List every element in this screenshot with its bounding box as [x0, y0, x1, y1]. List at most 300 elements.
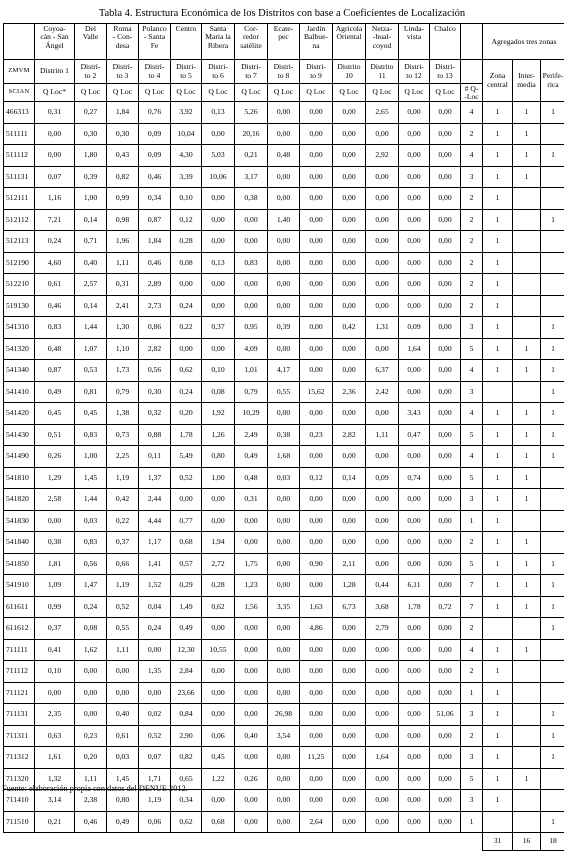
table-cell: 0,14 — [333, 467, 366, 489]
table-cell: 2,44 — [139, 489, 171, 511]
table-cell: 0,00 — [300, 145, 333, 167]
district-name-8: Ecate- pec — [268, 24, 300, 60]
table-cell: 0,71 — [75, 231, 107, 253]
table-cell — [513, 252, 541, 274]
table-row — [4, 381, 564, 403]
table-cell: 1 — [541, 338, 564, 360]
table-cell: 0,00 — [333, 704, 366, 726]
table-cell: 0,00 — [202, 790, 235, 812]
table-cell: 0,00 — [107, 661, 139, 683]
table-cell: 2,92 — [366, 145, 399, 167]
table-cell: 2,11 — [333, 553, 366, 575]
table-cell: 0,00 — [366, 274, 399, 296]
table-cell: 0,00 — [430, 317, 461, 339]
table-cell — [513, 682, 541, 704]
table-cell: 1 — [483, 489, 513, 511]
table-cell: 1,73 — [107, 360, 139, 382]
table-cell: 10,29 — [235, 403, 268, 425]
table-cell: 0,00 — [333, 403, 366, 425]
table-cell — [513, 274, 541, 296]
table-cell — [513, 618, 541, 640]
table-cell: 4,44 — [139, 510, 171, 532]
table-cell: 0,00 — [202, 510, 235, 532]
district-name-5: Centro — [171, 24, 202, 60]
table-cell: 0,80 — [202, 446, 235, 468]
table-cell: 0,06 — [202, 725, 235, 747]
table-cell: 0,83 — [75, 532, 107, 554]
qloc-labels-row — [4, 84, 564, 102]
table-row — [4, 618, 564, 640]
zmvm-label: ZMVM — [4, 60, 35, 84]
table-cell: 0,00 — [366, 768, 399, 790]
scian-code-cell: 541310 — [4, 317, 35, 339]
table-cell: 0,42 — [333, 317, 366, 339]
scian-code-cell: 711111 — [4, 639, 35, 661]
district-label-2: Distri- to 2 — [75, 60, 107, 84]
table-cell: 0,99 — [107, 188, 139, 210]
table-cell: 1,75 — [235, 553, 268, 575]
table-cell: 0,00 — [300, 231, 333, 253]
qloc-count-label: # Q- -Loc — [461, 84, 483, 102]
district-name-6: Santa Maria la Ribera — [202, 24, 235, 60]
table-cell: 0,87 — [35, 360, 75, 382]
table-cell: 0,00 — [399, 381, 430, 403]
coefficients-table — [3, 23, 564, 851]
table-cell: 0,00 — [430, 381, 461, 403]
table-cell: 0,38 — [35, 532, 75, 554]
table-cell: 1 — [541, 446, 564, 468]
table-cell: 5 — [461, 467, 483, 489]
table-cell: 0,48 — [268, 145, 300, 167]
table-cell: 0,03 — [268, 467, 300, 489]
table-cell: 0,00 — [35, 510, 75, 532]
table-cell: 0,00 — [268, 403, 300, 425]
table-row — [4, 403, 564, 425]
table-cell: 0,38 — [235, 188, 268, 210]
table-cell — [541, 166, 564, 188]
table-cell: 0,00 — [235, 618, 268, 640]
table-cell: 0,00 — [107, 682, 139, 704]
district-label-13: Distri- to 13 — [430, 60, 461, 84]
table-cell: 0,00 — [430, 338, 461, 360]
table-cell: 1 — [483, 725, 513, 747]
table-cell: 1,26 — [202, 424, 235, 446]
table-cell: 0,00 — [366, 403, 399, 425]
table-cell: 0,47 — [399, 424, 430, 446]
table-cell: 0,41 — [35, 639, 75, 661]
table-cell: 0,00 — [35, 145, 75, 167]
table-cell: 1 — [483, 704, 513, 726]
scian-label: SCIAN — [4, 84, 35, 102]
table-cell: 1 — [513, 575, 541, 597]
district-names-row — [4, 24, 564, 60]
table-cell: 1 — [483, 596, 513, 618]
table-cell: 0,00 — [333, 790, 366, 812]
table-cell: 1,01 — [235, 360, 268, 382]
table-cell: 0,56 — [139, 360, 171, 382]
table-cell: 1,22 — [202, 768, 235, 790]
table-cell: 0,00 — [235, 639, 268, 661]
table-cell: 0,53 — [75, 360, 107, 382]
table-cell: 0,24 — [75, 596, 107, 618]
table-cell: 0,52 — [171, 467, 202, 489]
table-cell: 0,00 — [399, 209, 430, 231]
table-cell: 0,77 — [171, 510, 202, 532]
district-name-9: Jardín Balbue- na — [300, 24, 333, 60]
table-cell: 0,00 — [399, 145, 430, 167]
table-cell: 1 — [541, 553, 564, 575]
table-cell: 1,30 — [107, 317, 139, 339]
table-cell: 1 — [541, 725, 564, 747]
table-cell: 0,00 — [268, 811, 300, 833]
table-cell: 6,37 — [366, 360, 399, 382]
table-cell: 1,49 — [171, 596, 202, 618]
table-cell: 2 — [461, 725, 483, 747]
table-cell: 0,10 — [35, 661, 75, 683]
table-cell: 0,00 — [235, 231, 268, 253]
table-cell: 0,00 — [333, 510, 366, 532]
table-cell: 4,30 — [171, 145, 202, 167]
table-cell: 2 — [461, 618, 483, 640]
table-cell: 4 — [461, 446, 483, 468]
table-cell: 0,00 — [300, 725, 333, 747]
table-cell: 1 — [483, 317, 513, 339]
table-cell: 1,41 — [139, 553, 171, 575]
table-row — [4, 360, 564, 382]
qloc-label-2: Q Loc — [75, 84, 107, 102]
qloc-label-8: Q Loc — [268, 84, 300, 102]
table-cell: 1,64 — [366, 747, 399, 769]
table-cell: 0,06 — [139, 811, 171, 833]
table-cell: 0,00 — [300, 704, 333, 726]
table-cell: 7 — [461, 575, 483, 597]
table-cell: 5,49 — [171, 446, 202, 468]
zone-label-3: Perife- rica — [541, 60, 564, 102]
table-cell — [513, 790, 541, 812]
table-cell: 1 — [513, 102, 541, 124]
table-cell: 0,00 — [399, 790, 430, 812]
table-cell: 0,00 — [35, 123, 75, 145]
table-row — [4, 682, 564, 704]
table-cell: 1 — [483, 145, 513, 167]
table-cell: 4 — [461, 360, 483, 382]
table-cell: 0,26 — [35, 446, 75, 468]
scian-code-cell: 466313 — [4, 102, 35, 124]
table-cell: 0,00 — [366, 209, 399, 231]
table-cell — [513, 811, 541, 833]
scian-code-cell: 611611 — [4, 596, 35, 618]
totals-spacer — [4, 833, 483, 851]
table-cell: 5 — [461, 424, 483, 446]
table-cell: 5,03 — [202, 145, 235, 167]
table-cell: 0,00 — [268, 295, 300, 317]
table-cell: 0,00 — [430, 360, 461, 382]
table-cell: 1,44 — [75, 317, 107, 339]
table-cell: 0,66 — [107, 553, 139, 575]
table-cell — [513, 381, 541, 403]
table-cell: 0,00 — [399, 768, 430, 790]
table-cell: 1 — [513, 553, 541, 575]
table-cell: 0,83 — [75, 424, 107, 446]
table-cell: 0,00 — [202, 123, 235, 145]
table-row — [4, 446, 564, 468]
table-cell: 0,00 — [430, 446, 461, 468]
table-cell: 1,84 — [107, 102, 139, 124]
table-cell: 1 — [483, 274, 513, 296]
table-cell: 0,00 — [430, 575, 461, 597]
table-cell: 2,49 — [235, 424, 268, 446]
scian-code-cell: 541910 — [4, 575, 35, 597]
table-cell — [541, 682, 564, 704]
scian-code-cell: 541420 — [4, 403, 35, 425]
table-cell: 0,00 — [333, 360, 366, 382]
table-cell: 0,00 — [366, 682, 399, 704]
table-cell: 4 — [461, 639, 483, 661]
table-cell: 6,73 — [333, 596, 366, 618]
table-cell: 0,00 — [399, 532, 430, 554]
table-cell — [513, 661, 541, 683]
table-cell: 2 — [461, 231, 483, 253]
table-cell: 0,84 — [171, 704, 202, 726]
table-cell: 0,14 — [75, 295, 107, 317]
table-cell: 0,00 — [333, 252, 366, 274]
table-cell: 0,00 — [300, 274, 333, 296]
table-cell: 23,66 — [171, 682, 202, 704]
scian-code-cell: 512112 — [4, 209, 35, 231]
table-cell: 1,63 — [300, 596, 333, 618]
table-cell: 4,60 — [35, 252, 75, 274]
table-cell: 0,30 — [139, 381, 171, 403]
table-cell: 1 — [483, 188, 513, 210]
table-cell: 0,00 — [366, 532, 399, 554]
table-cell: 0,13 — [202, 252, 235, 274]
table-cell: 0,90 — [300, 553, 333, 575]
table-cell: 1 — [461, 682, 483, 704]
table-cell: 0,00 — [430, 768, 461, 790]
table-cell: 1,00 — [75, 446, 107, 468]
table-cell: 1,10 — [107, 338, 139, 360]
table-cell: 0,00 — [333, 747, 366, 769]
table-row — [4, 123, 564, 145]
table-cell: 0,00 — [366, 231, 399, 253]
table-cell: 0,65 — [171, 768, 202, 790]
table-cell: 0,00 — [333, 295, 366, 317]
table-row — [4, 145, 564, 167]
table-cell — [513, 188, 541, 210]
table-cell: 3 — [461, 381, 483, 403]
table-cell: 0,00 — [300, 790, 333, 812]
scian-code-cell: 512190 — [4, 252, 35, 274]
table-cell: 0,00 — [366, 790, 399, 812]
table-cell — [541, 790, 564, 812]
table-cell: 1,92 — [202, 403, 235, 425]
table-cell: 2,36 — [333, 381, 366, 403]
table-cell: 1,28 — [333, 575, 366, 597]
table-cell: 1 — [483, 747, 513, 769]
table-cell: 0,00 — [366, 725, 399, 747]
table-cell — [513, 747, 541, 769]
table-cell: 2,65 — [366, 102, 399, 124]
table-cell: 4 — [461, 403, 483, 425]
table-cell: 0,81 — [75, 381, 107, 403]
table-cell: 20,16 — [235, 123, 268, 145]
table-cell: 1,37 — [139, 467, 171, 489]
table-cell: 1,09 — [35, 575, 75, 597]
table-cell: 0,11 — [139, 446, 171, 468]
table-cell: 0,14 — [75, 209, 107, 231]
table-cell: 0,86 — [139, 317, 171, 339]
table-cell: 1 — [483, 467, 513, 489]
table-cell: 1,29 — [35, 467, 75, 489]
table-cell: 0,09 — [366, 467, 399, 489]
table-cell: 1,11 — [107, 639, 139, 661]
table-cell: 1 — [541, 145, 564, 167]
table-cell: 3 — [461, 489, 483, 511]
table-cell — [513, 510, 541, 532]
table-cell: 0,00 — [333, 188, 366, 210]
table-cell: 0,00 — [35, 682, 75, 704]
table-cell — [541, 768, 564, 790]
table-cell: 0,27 — [75, 102, 107, 124]
table-cell: 0,00 — [430, 424, 461, 446]
table-cell: 0,00 — [399, 725, 430, 747]
district-label-10: Distrito 10 — [333, 60, 366, 84]
district-label-4: Distri- to 4 — [139, 60, 171, 84]
table-cell: 0,00 — [300, 188, 333, 210]
table-cell: 0,00 — [399, 811, 430, 833]
table-cell: 0,55 — [268, 381, 300, 403]
table-cell: 2,58 — [35, 489, 75, 511]
table-cell: 0,00 — [171, 338, 202, 360]
table-cell: 1 — [483, 209, 513, 231]
table-cell: 0,00 — [75, 661, 107, 683]
table-cell: 1 — [483, 768, 513, 790]
table-cell: 1 — [541, 424, 564, 446]
table-cell: 0,68 — [202, 811, 235, 833]
table-cell: 2,90 — [171, 725, 202, 747]
table-cell: 0,46 — [139, 252, 171, 274]
zone-label-1: Zona central — [483, 60, 513, 102]
table-cell: 10,04 — [171, 123, 202, 145]
table-cell: 0,00 — [399, 252, 430, 274]
table-cell: 1 — [541, 747, 564, 769]
table-cell: 0,00 — [333, 489, 366, 511]
table-row — [4, 747, 564, 769]
table-cell: 0,00 — [300, 446, 333, 468]
table-cell: 1 — [513, 424, 541, 446]
table-cell — [541, 661, 564, 683]
table-cell: 0,00 — [430, 274, 461, 296]
table-cell: 3,43 — [399, 403, 430, 425]
table-cell: 0,99 — [35, 596, 75, 618]
qloc-label-13: Q Loc — [430, 84, 461, 102]
table-cell: 0,00 — [366, 553, 399, 575]
table-cell: 1,52 — [139, 575, 171, 597]
table-cell: 0,62 — [171, 360, 202, 382]
table-cell: 1 — [483, 532, 513, 554]
table-cell: 0,00 — [300, 295, 333, 317]
qloc-label-6: Q Loc — [202, 84, 235, 102]
district-name-2: Del Valle — [75, 24, 107, 60]
table-title: Tabla 4. Estructura Económica de los Distritos con base a Coeficientes de Localización — [0, 8, 564, 19]
table-cell: 1 — [541, 811, 564, 833]
table-cell — [483, 618, 513, 640]
table-cell — [541, 639, 564, 661]
table-cell: 1 — [483, 553, 513, 575]
table-cell: 1 — [513, 532, 541, 554]
table-cell — [513, 704, 541, 726]
table-cell — [513, 295, 541, 317]
table-cell: 3,17 — [235, 166, 268, 188]
table-cell: 1 — [541, 360, 564, 382]
table-cell: 1,16 — [35, 188, 75, 210]
table-cell: 0,00 — [235, 510, 268, 532]
table-cell: 1,45 — [75, 467, 107, 489]
table-cell: 0,00 — [300, 360, 333, 382]
table-cell: 1,47 — [75, 575, 107, 597]
table-cell: 0,00 — [333, 231, 366, 253]
table-cell: 0,00 — [430, 725, 461, 747]
table-cell: 0,46 — [139, 166, 171, 188]
table-cell: 0,00 — [202, 274, 235, 296]
table-cell — [541, 532, 564, 554]
table-cell: 0,61 — [35, 274, 75, 296]
table-cell: 0,31 — [35, 102, 75, 124]
table-cell: 3 — [461, 747, 483, 769]
table-cell: 0,08 — [75, 618, 107, 640]
table-cell: 0,34 — [139, 188, 171, 210]
table-cell: 6,11 — [399, 575, 430, 597]
table-row — [4, 532, 564, 554]
table-cell: 0,00 — [366, 704, 399, 726]
table-cell: 3 — [461, 790, 483, 812]
table-cell: 0,38 — [268, 424, 300, 446]
table-cell: 0,42 — [107, 489, 139, 511]
table-cell: 0,00 — [430, 123, 461, 145]
table-cell: 2 — [461, 274, 483, 296]
table-cell: 0,13 — [202, 102, 235, 124]
scian-code-cell: 541820 — [4, 489, 35, 511]
scian-code-cell: 512111 — [4, 188, 35, 210]
table-cell: 0,07 — [35, 166, 75, 188]
table-cell: 0,10 — [202, 360, 235, 382]
table-cell — [513, 725, 541, 747]
zone-label-2: Inter- media — [513, 60, 541, 102]
table-cell: 0,00 — [268, 790, 300, 812]
table-cell: 0,00 — [366, 295, 399, 317]
table-cell: 0,00 — [430, 811, 461, 833]
table-cell: 1,35 — [139, 661, 171, 683]
table-cell: 1,78 — [171, 424, 202, 446]
table-row — [4, 725, 564, 747]
table-cell: 1,17 — [139, 532, 171, 554]
table-cell: 0,00 — [268, 252, 300, 274]
table-cell: 1 — [513, 768, 541, 790]
table-row — [4, 467, 564, 489]
table-cell: 0,37 — [107, 532, 139, 554]
table-cell: 0,51 — [35, 424, 75, 446]
table-cell: 1 — [541, 704, 564, 726]
table-cell: 0,98 — [107, 209, 139, 231]
table-cell: 0,00 — [399, 123, 430, 145]
table-cell: 0,40 — [107, 704, 139, 726]
table-cell: 1,11 — [107, 252, 139, 274]
table-cell: 3,14 — [35, 790, 75, 812]
table-cell — [541, 252, 564, 274]
table-cell: 0,00 — [333, 123, 366, 145]
table-cell: 0,00 — [235, 295, 268, 317]
blank-header-cell — [461, 24, 483, 60]
